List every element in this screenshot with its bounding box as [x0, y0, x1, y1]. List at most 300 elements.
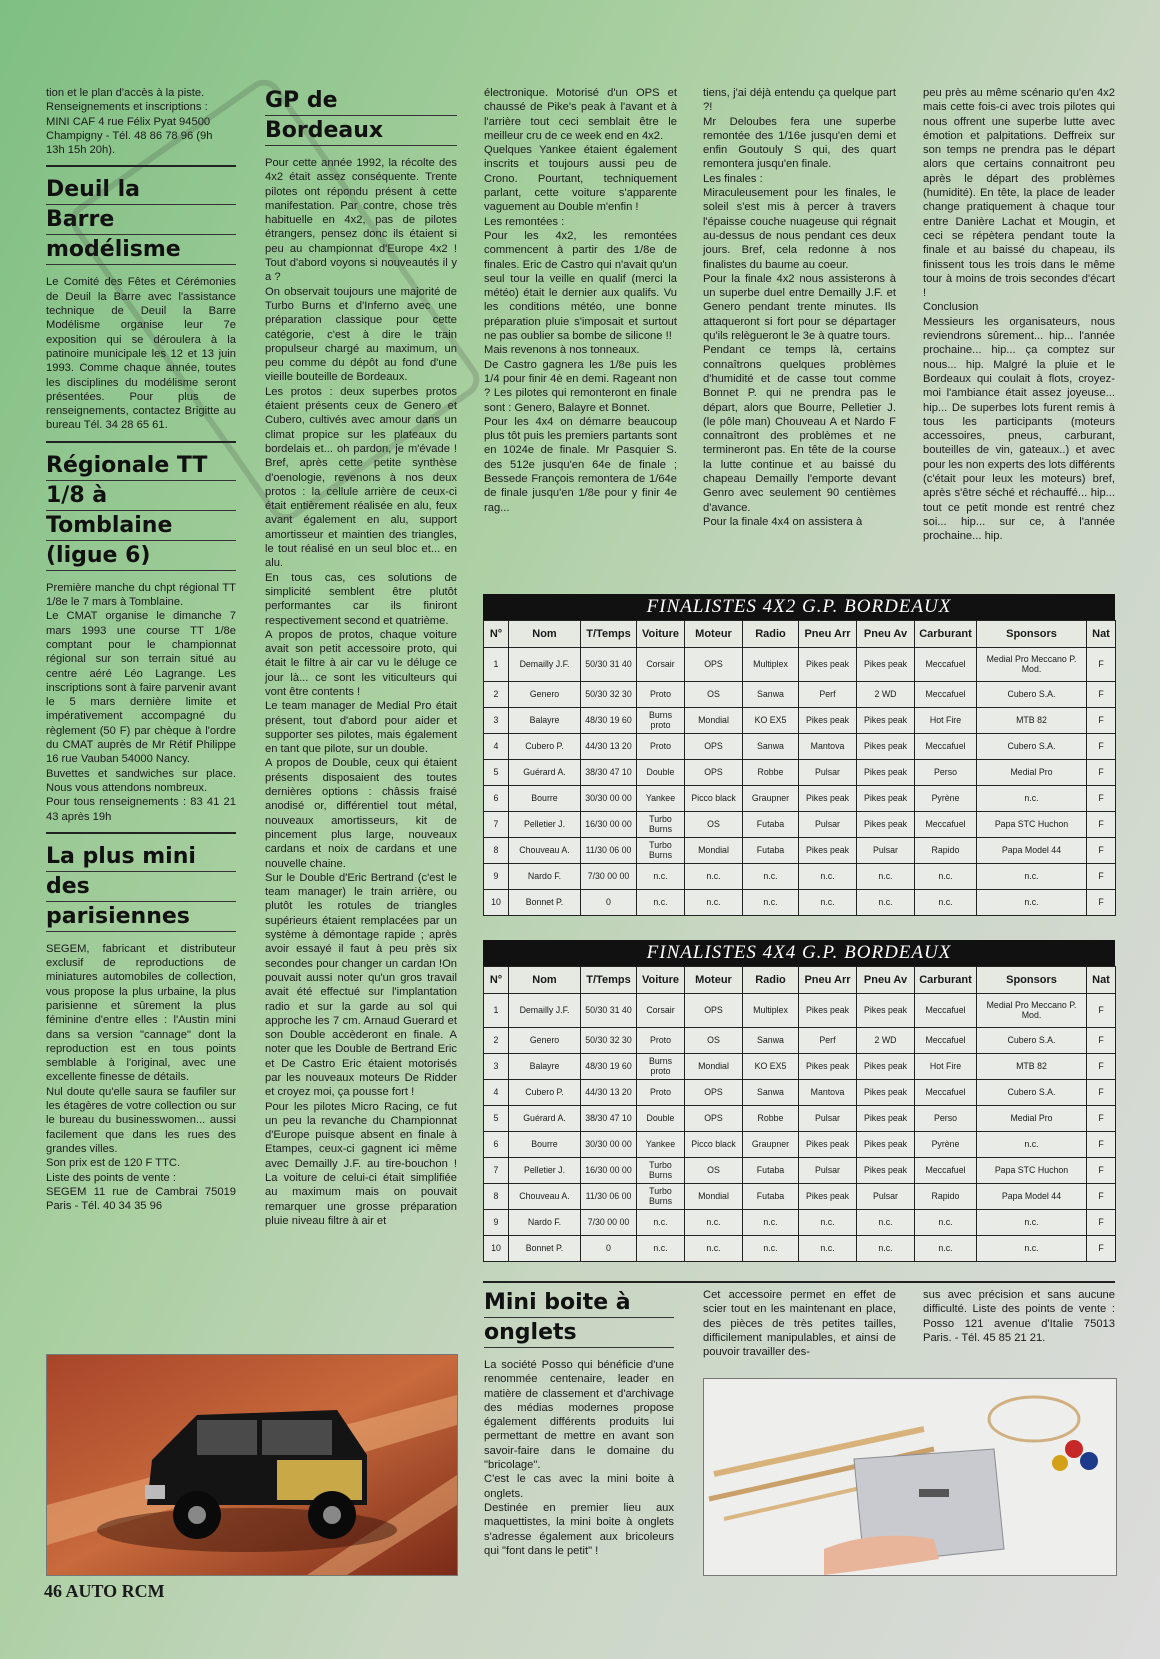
table-cell: 50/30 31 40: [581, 648, 637, 682]
table-cell: n.c.: [637, 864, 685, 890]
table-cell: Guérard A.: [509, 760, 581, 786]
section-divider: [46, 441, 236, 443]
table-cell: Pikes peak: [857, 760, 915, 786]
table-row: [484, 1158, 1116, 1184]
table-cell: F: [1087, 682, 1116, 708]
gp-body: électronique. Motorisé d'un OPS et chaussé de Pike's peak à l'avant et à l'arrière tout ceci semblait être le meilleur cru de ce week end en 4x2.: [484, 87, 677, 142]
table-cell: Sanwa: [743, 1080, 799, 1106]
table-cell: 50/30 31 40: [581, 994, 637, 1028]
column-header: T/Temps: [581, 967, 637, 994]
mini-body: SEGEM, fabricant et distributeur exclusif de reproductions de miniatures automobiles de collection, vous propose la plus urbaine, la plus parisienne et sûrement la plus féminine d'entre elles : l'Austin mini dans sa version "cannage" dont la reproduction est en tous points semblable à l'original, avec une excellente finesse de détails.: [46, 942, 236, 1084]
heading-line: modélisme: [46, 235, 236, 265]
deuil-heading: [46, 175, 236, 269]
table-cell: Pulsar: [799, 1158, 857, 1184]
table-cell: Demailly J.F.: [509, 994, 581, 1028]
table-cell: Proto: [637, 1028, 685, 1054]
table-title: FINALISTES 4X2 G.P. BORDEAUX: [483, 594, 1115, 620]
table-cell: 44/30 13 20: [581, 734, 637, 760]
table-cell: 2: [484, 682, 509, 708]
table-cell: n.c.: [857, 1236, 915, 1262]
table-cell: Robbe: [743, 1106, 799, 1132]
intro-line: 13h 15h 20h).: [46, 144, 116, 157]
table-cell: F: [1087, 1080, 1116, 1106]
table-cell: Cubero S.A.: [977, 1080, 1087, 1106]
table-cell: 7/30 00 00: [581, 1210, 637, 1236]
table-cell: 16/30 00 00: [581, 1158, 637, 1184]
table-cell: Guérard A.: [509, 1106, 581, 1132]
table-cell: 16/30 00 00: [581, 812, 637, 838]
table-cell: 2: [484, 1028, 509, 1054]
gp-heading: [265, 86, 457, 150]
table-cell: Meccafuel: [915, 648, 977, 682]
boite-left-column: [484, 1284, 674, 1558]
table-cell: Papa Model 44: [977, 1184, 1087, 1210]
table-cell: Graupner: [743, 786, 799, 812]
table-cell: Double: [637, 760, 685, 786]
table-cell: Multiplex: [743, 994, 799, 1028]
table-cell: Bonnet P.: [509, 890, 581, 916]
table-cell: 1: [484, 994, 509, 1028]
table-cell: Picco black: [685, 786, 743, 812]
table-cell: Bonnet P.: [509, 1236, 581, 1262]
table-cell: Mondial: [685, 1184, 743, 1210]
table-cell: Pikes peak: [799, 1184, 857, 1210]
table-cell: F: [1087, 864, 1116, 890]
column-header: Voiture: [637, 967, 685, 994]
table-cell: Rapido: [915, 838, 977, 864]
table-cell: n.c.: [857, 890, 915, 916]
table-cell: Proto: [637, 734, 685, 760]
mini-body: Nul doute qu'elle saura se faufiler sur les étagères de votre collection ou sur le bureau du businesswomen... aussi facilement que dans les rues des grandes villes.: [46, 1085, 236, 1155]
gp-body: A propos de Double, ceux qui étaient présents disposaient des toutes dernières options : châssis fraisé anodisé or, différentiel tout métal, nouveaux amortisseurs, kit de pincement plus large, nouveaux cardans et noix de cardans et une nouvelle chaine.: [265, 757, 457, 870]
table-cell: Pelletier J.: [509, 1158, 581, 1184]
table-cell: Pikes peak: [857, 1158, 915, 1184]
gp-body: Pour les 4x4 on démarre beaucoup plus tôt puis les premiers partants sont en 1024e de finale. Mr Pasquier S. des 512e jusqu'en 64e de finale ; Bessede François remontera de 1/64e de finale jusqu'en 1/8e pour y finir 4e rag...: [484, 415, 677, 514]
table-cell: F: [1087, 1158, 1116, 1184]
column-header: Nat: [1087, 967, 1116, 994]
table-cell: Sanwa: [743, 734, 799, 760]
table-cell: Cubero S.A.: [977, 734, 1087, 760]
table-cell: n.c.: [637, 1210, 685, 1236]
table-cell: n.c.: [915, 890, 977, 916]
column-1: [46, 86, 236, 1213]
table-cell: Hot Fire: [915, 708, 977, 734]
table-cell: Proto: [637, 1080, 685, 1106]
heading-line: Mini boite à: [484, 1288, 674, 1318]
table-cell: Mantova: [799, 734, 857, 760]
column-header: N°: [484, 621, 509, 648]
table-cell: Meccafuel: [915, 682, 977, 708]
column-header: Pneu Av: [857, 621, 915, 648]
table-cell: F: [1087, 890, 1116, 916]
table-row: [484, 1184, 1116, 1210]
boite-mid-column: [703, 1288, 896, 1359]
column-header: Pneu Arr: [799, 967, 857, 994]
table-cell: 50/30 32 30: [581, 682, 637, 708]
table-cell: n.c.: [977, 1132, 1087, 1158]
table-row: [484, 648, 1116, 682]
table-cell: Burns proto: [637, 708, 685, 734]
heading-line: onglets: [484, 1318, 674, 1348]
intro-line: Renseignements et inscriptions :: [46, 101, 208, 114]
table-row: [484, 1236, 1116, 1262]
gp-body: Messieurs les organisateurs, nous reviendrons sûrement... hip... l'année prochaine... hip... ça comptez sur nous... hip. Malgré la pluie et le Bordeaux qui coulait à flots, croyez-moi l'ambiance était assez joyeuse... hip... De superbes lots furent remis à tous les participants (moteurs accessoires, pneus, carburant, bouteilles de vin, gateaux..) et avec pour les non experts des lots différents (c'était pour leux les moteurs) bref, après s'être séché et réchauffé... hip... tout ce petit monde est rentré chez soi... hip... sur ce, à l'année prochaine... hip.: [923, 315, 1115, 543]
table-cell: 38/30 47 10: [581, 760, 637, 786]
table-cell: Yankee: [637, 786, 685, 812]
table-cell: 2 WD: [857, 1028, 915, 1054]
table-cell: Futaba: [743, 1184, 799, 1210]
column-header: Pneu Arr: [799, 621, 857, 648]
column-header: Nom: [509, 967, 581, 994]
gp-body: Mais revenons à nos tonneaux.: [484, 344, 640, 357]
table-cell: Medial Pro: [977, 1106, 1087, 1132]
intro-line: MINI CAF 4 rue Félix Pyat 94500: [46, 115, 211, 128]
table-cell: n.c.: [915, 864, 977, 890]
table-cell: Papa Model 44: [977, 838, 1087, 864]
table-cell: n.c.: [799, 890, 857, 916]
regionale-body: Le CMAT organise le dimanche 7 mars 1993 une course TT 1/8e comptant pour le championnat régional sur son terrain situé au centre aéré Léo Lagrange. Les inscriptions sont à faire parvenir avant le 5 mars dernière limite et impérativement accompagné du règlement (50 F) par chèque à l'ordre du CMAT auprès de Mr Rétif Philippe 16 rue Vauban 54000 Nancy.: [46, 610, 236, 766]
gp-body: Les remontées :: [484, 215, 565, 228]
table-cell: Pyrène: [915, 1132, 977, 1158]
table-cell: 4: [484, 734, 509, 760]
heading-line: des: [46, 872, 236, 902]
table-cell: n.c.: [799, 1210, 857, 1236]
table-row: [484, 890, 1116, 916]
table-row: [484, 864, 1116, 890]
gp-body: Le team manager de Medial Pro était présent, tout d'abord pour aider et supporter ses pilotes, mais également en tant que pilote, sur un double.: [265, 700, 457, 756]
table-cell: F: [1087, 1236, 1116, 1262]
table-cell: Pulsar: [799, 812, 857, 838]
table-row: [484, 1132, 1116, 1158]
table-cell: n.c.: [685, 864, 743, 890]
intro-line: tion et le plan d'accès à la piste.: [46, 87, 205, 99]
gp-body: Pour cette année 1992, la récolte des 4x2 était assez conséquente. Trente pilotes ont répondu présent à cette manifestation. Par contre, chose très habituelle en 4x2, pas de pilotes étrangers, pensez donc ils étaient si peu au championnat d'Europe 4x2 ! Tout d'abord voyons si nouveautés il y a ?: [265, 157, 457, 284]
table-cell: Pelletier J.: [509, 812, 581, 838]
heading-line: Tomblaine: [46, 511, 236, 541]
table-cell: 9: [484, 1210, 509, 1236]
heading-line: parisiennes: [46, 902, 236, 932]
table-title: FINALISTES 4X4 G.P. BORDEAUX: [483, 940, 1115, 966]
table-row: [484, 1054, 1116, 1080]
table-cell: OS: [685, 812, 743, 838]
table-cell: Pulsar: [799, 760, 857, 786]
boite-body: La société Posso qui bénéficie d'une renommée centenaire, leader en matière de classement et d'archivage des médias modernes propose également différents produits lui permettant de mettre en avant son savoir-faire dans le domaine du "bricolage".: [484, 1359, 674, 1472]
table-cell: 6: [484, 786, 509, 812]
heading-line: La plus mini: [46, 842, 236, 872]
table-cell: Pikes peak: [857, 708, 915, 734]
table-cell: Pikes peak: [857, 1080, 915, 1106]
table-cell: 7/30 00 00: [581, 864, 637, 890]
boite-body: Destinée en premier lieu aux maquettistes, la mini boite à onglets s'adresse également aux bricoleurs qui "font dans le petit" !: [484, 1501, 674, 1557]
heading-line: Régionale TT: [46, 451, 236, 481]
table-cell: OPS: [685, 648, 743, 682]
table-cell: n.c.: [857, 864, 915, 890]
table-row: [484, 1080, 1116, 1106]
table-cell: OPS: [685, 1106, 743, 1132]
table-cell: Perso: [915, 760, 977, 786]
table-cell: Pikes peak: [799, 786, 857, 812]
table-cell: n.c.: [799, 1236, 857, 1262]
table-cell: Chouveau A.: [509, 838, 581, 864]
heading-line: Barre: [46, 205, 236, 235]
table-cell: n.c.: [685, 1210, 743, 1236]
heading-line: 1/8 à: [46, 481, 236, 511]
table-cell: MTB 82: [977, 708, 1087, 734]
table-cell: Pikes peak: [799, 648, 857, 682]
table-cell: Mondial: [685, 708, 743, 734]
heading-line: Bordeaux: [265, 116, 457, 146]
intro-line: Champigny - Tél. 48 86 78 96 (9h: [46, 129, 213, 142]
column-header: Radio: [743, 967, 799, 994]
table-cell: Bourre: [509, 1132, 581, 1158]
gp-body: Miraculeusement pour les finales, le soleil s'est mis à percer à travers l'épaisse couche nuageuse qui régnait au-dessus de nous pendant ces deux jours. Bref, cela redonne à nos finalistes du baume au coeur.: [703, 187, 896, 271]
table-cell: Cubero S.A.: [977, 1028, 1087, 1054]
table-cell: Pikes peak: [857, 1132, 915, 1158]
table-cell: Medial Pro Meccano P. Mod.: [977, 648, 1087, 682]
table-cell: n.c.: [799, 864, 857, 890]
table-cell: n.c.: [977, 864, 1087, 890]
results-table-4x4: [483, 940, 1115, 1262]
table-cell: Meccafuel: [915, 1028, 977, 1054]
table-cell: 8: [484, 838, 509, 864]
table-cell: 30/30 00 00: [581, 1132, 637, 1158]
table-cell: OS: [685, 682, 743, 708]
gp-body: Pour la finale 4x4 on assistera à: [703, 515, 863, 528]
table-cell: Turbo Burns: [637, 812, 685, 838]
table-cell: Mondial: [685, 838, 743, 864]
section-divider: [483, 1281, 1115, 1283]
table-cell: Rapido: [915, 1184, 977, 1210]
table-cell: KO EX5: [743, 708, 799, 734]
mini-body: Son prix est de 120 F TTC.: [46, 1157, 181, 1170]
table-cell: Corsair: [637, 994, 685, 1028]
heading-line: GP de: [265, 86, 457, 116]
table-cell: 48/30 19 60: [581, 1054, 637, 1080]
intro-block: [46, 86, 236, 157]
mini-heading: [46, 842, 236, 936]
table-cell: 5: [484, 1106, 509, 1132]
table-cell: Double: [637, 1106, 685, 1132]
table-cell: n.c.: [857, 1210, 915, 1236]
gp-body: Conclusion: [923, 301, 979, 314]
table-cell: Genero: [509, 1028, 581, 1054]
gp-body: Les finales :: [703, 172, 763, 185]
table-cell: 30/30 00 00: [581, 786, 637, 812]
table-cell: n.c.: [743, 1236, 799, 1262]
table-cell: 4: [484, 1080, 509, 1106]
table-cell: F: [1087, 1210, 1116, 1236]
heading-line: (ligue 6): [46, 541, 236, 571]
table-cell: F: [1087, 648, 1116, 682]
table-cell: F: [1087, 1132, 1116, 1158]
table-row: [484, 1028, 1116, 1054]
table-cell: Papa STC Huchon: [977, 812, 1087, 838]
boite-heading: [484, 1288, 674, 1352]
table-cell: Perf: [799, 682, 857, 708]
table-cell: n.c.: [743, 890, 799, 916]
table-cell: n.c.: [743, 864, 799, 890]
table-cell: n.c.: [915, 1236, 977, 1262]
column-header: Carburant: [915, 621, 977, 648]
table-row: [484, 812, 1116, 838]
column-header: N°: [484, 967, 509, 994]
table-cell: OPS: [685, 734, 743, 760]
table-cell: n.c.: [977, 890, 1087, 916]
table-cell: Pulsar: [799, 1106, 857, 1132]
table-cell: Graupner: [743, 1132, 799, 1158]
table-cell: 2 WD: [857, 682, 915, 708]
gp-body: Sur le Double d'Eric Bertrand (c'est le team manager) le train arrière, ou plutôt les rotules de triangles supérieurs étaient remplacées par un système à démontage rapide ; après avoir essayé il faut à peu près six secondes pour changer un cardan !On pouvait aussi noter qu'un gros travail avait été effectué sur l'implantation radio et sur la garde au sol qui approche les 7 cm. Arnaud Guerard et son Double accèderont en finale. A noter que les Double de Bertrand Eric et De Castro Eric étaient motorisés par les nouveaux moteurs De Ridder et croyez moi, ça pousse fort !: [265, 871, 457, 1099]
table-cell: Cubero P.: [509, 1080, 581, 1106]
column-header: Sponsors: [977, 967, 1087, 994]
column-header: Carburant: [915, 967, 977, 994]
table-cell: Turbo Burns: [637, 838, 685, 864]
table-cell: 0: [581, 890, 637, 916]
table-cell: Medial Pro: [977, 760, 1087, 786]
deuil-body: Le Comité des Fêtes et Cérémonies de Deuil la Barre avec l'assistance technique de Deuil la Barre Modélisme organise leur 7e exposition qui se déroulera à la patinoire municipale les 12 et 13 juin 1993. Comme chaque année, toutes les disciplines du modélisme seront présentées. Pour plus de renseignements, contactez Brigitte au bureau Tél. 34 28 65 61.: [46, 276, 236, 432]
table-cell: Pikes peak: [799, 1132, 857, 1158]
boite-right-column: [923, 1288, 1115, 1345]
table-cell: Pikes peak: [857, 994, 915, 1028]
column-header: Voiture: [637, 621, 685, 648]
table-cell: 50/30 32 30: [581, 1028, 637, 1054]
gp-body: Pour la finale 4x2 nous assisterons à un superbe duel entre Demailly J.F. et Genero pendant trente minutes. Ils attaqueront si fort pour se départager qu'ils relègueront le 3e à quatre tours.: [703, 272, 896, 343]
table-cell: F: [1087, 994, 1116, 1028]
regionale-body: Première manche du chpt régional TT 1/8e le 7 mars à Tomblaine.: [46, 581, 236, 609]
table-cell: Turbo Burns: [637, 1158, 685, 1184]
table-cell: Pikes peak: [799, 708, 857, 734]
table-cell: Pikes peak: [857, 734, 915, 760]
table-cell: F: [1087, 734, 1116, 760]
table-cell: Hot Fire: [915, 1054, 977, 1080]
table-cell: Mondial: [685, 1054, 743, 1080]
table-row: [484, 734, 1116, 760]
mini-body: Liste des points de vente :: [46, 1171, 176, 1184]
column-header: Sponsors: [977, 621, 1087, 648]
table-cell: F: [1087, 1054, 1116, 1080]
column-4: [703, 86, 896, 529]
gp-body: Pendant ce temps là, certains connaîtrons quelques problèmes d'humidité et de casse tout comme Bonnet P. qui ne prendra pas le départ, alors que Bourre, Pelletier J. (le pôle man) Chouveau A et Nardo F connaîtront des problèmes et ne termineront pas. En tête de la course la lutte continue et au baissé du chapeau Demailly l'emporte devant Genro avec seulement 90 centièmes d'avance.: [703, 344, 896, 514]
table-cell: Cubero P.: [509, 734, 581, 760]
table-cell: Pikes peak: [857, 1106, 915, 1132]
table-cell: n.c.: [977, 1210, 1087, 1236]
table-cell: KO EX5: [743, 1054, 799, 1080]
table-cell: Meccafuel: [915, 1080, 977, 1106]
table-cell: 11/30 06 00: [581, 838, 637, 864]
table-cell: Yankee: [637, 1132, 685, 1158]
table-cell: Nardo F.: [509, 1210, 581, 1236]
table-cell: OPS: [685, 1080, 743, 1106]
table-cell: Cubero S.A.: [977, 682, 1087, 708]
table-cell: Sanwa: [743, 1028, 799, 1054]
table-cell: n.c.: [977, 786, 1087, 812]
table-cell: Demailly J.F.: [509, 648, 581, 682]
table-cell: Sanwa: [743, 682, 799, 708]
mini-body: SEGEM 11 rue de Cambrai 75019 Paris - Tél. 40 34 35 96: [46, 1185, 236, 1213]
results-table-4x2: [483, 594, 1115, 916]
section-divider: [46, 165, 236, 167]
table-cell: Pikes peak: [857, 812, 915, 838]
gp-body: Les protos : deux superbes protos étaient présents ceux de Genero et Cubero, cultivés avec amour dans un climat propice sur les plateaux du bordelais et... oh pardon, je m'évade ! Bref, après cette petite synthèse d'oenologie, revenons à nos deux protos : la cellule arrière de ceux-ci était entièrement réalisée en alu, feux avant également en alu, support amortisseur et maintien des triangles, le tout réalisé en un seul bloc et... en alu.: [265, 385, 457, 570]
mitre-box-illustration: [704, 1379, 1116, 1575]
table-cell: F: [1087, 838, 1116, 864]
table-cell: 1: [484, 648, 509, 682]
section-divider: [46, 832, 236, 834]
table-cell: Pikes peak: [857, 648, 915, 682]
table-cell: 3: [484, 708, 509, 734]
table-cell: Pulsar: [857, 838, 915, 864]
table-cell: Corsair: [637, 648, 685, 682]
table-cell: Papa STC Huchon: [977, 1158, 1087, 1184]
table-cell: Futaba: [743, 1158, 799, 1184]
table-cell: Burns proto: [637, 1054, 685, 1080]
table-cell: Meccafuel: [915, 994, 977, 1028]
regionale-heading: [46, 451, 236, 575]
table-cell: 48/30 19 60: [581, 708, 637, 734]
table-cell: Pikes peak: [799, 994, 857, 1028]
table-cell: 7: [484, 812, 509, 838]
boite-body: C'est le cas avec la mini boite à onglets.: [484, 1473, 674, 1500]
gp-body: A propos de protos, chaque voiture avait son petit accessoire proto, qui était le filtre à air car vu le déluge ce jour là... ce sont les viticulteurs qui vont être contents !: [265, 628, 457, 698]
table-row: [484, 682, 1116, 708]
table-row: [484, 760, 1116, 786]
table-cell: 7: [484, 1158, 509, 1184]
table-cell: Genero: [509, 682, 581, 708]
table-cell: Futaba: [743, 838, 799, 864]
table-cell: Meccafuel: [915, 812, 977, 838]
table-cell: n.c.: [637, 1236, 685, 1262]
table-cell: Turbo Burns: [637, 1184, 685, 1210]
table-cell: Pikes peak: [799, 838, 857, 864]
table-cell: F: [1087, 1106, 1116, 1132]
column-header: T/Temps: [581, 621, 637, 648]
gp-body: Pour les pilotes Micro Racing, ce fut un peu la revanche du Championnat d'Europe puisque absent en finale à Etampes, ceux-ci gagnent ici même avec Demailly J.F. au tire-bouchon ! La voiture de celui-ci était simplifiée au maximum mais on pouvait remarquer une grosse préparation pluie niveau filtre à air et: [265, 1100, 457, 1227]
table-cell: n.c.: [977, 1236, 1087, 1262]
table-cell: Meccafuel: [915, 734, 977, 760]
column-header: Radio: [743, 621, 799, 648]
table-cell: Futaba: [743, 812, 799, 838]
column-header: Nat: [1087, 621, 1116, 648]
table-cell: Perso: [915, 1106, 977, 1132]
column-header: Nom: [509, 621, 581, 648]
table-cell: 38/30 47 10: [581, 1106, 637, 1132]
table-cell: F: [1087, 812, 1116, 838]
table-row: [484, 1210, 1116, 1236]
table-cell: Multiplex: [743, 648, 799, 682]
boite-body: sus avec précision et sans aucune difficulté. Liste des points de vente : Posso 121 avenue d'Italie 75013 Paris. - Tél. 45 85 21 21.: [923, 1289, 1115, 1344]
table-cell: n.c.: [637, 890, 685, 916]
table-cell: 9: [484, 864, 509, 890]
table-cell: Picco black: [685, 1132, 743, 1158]
gp-body: Pour les 4x2, les remontées commencent à partir des 1/8e de finales. Eric de Castro qui n'avait qu'un seul tour la veille en qualif (merci la météo) était le dernier aux qualifs. Vu les conditions météo, une bonne préparation pluie s'imposait et surtout ne pas oublier sa bombe de silicone !!: [484, 229, 677, 343]
mitre-box-photo: [703, 1378, 1117, 1576]
column-3: [484, 86, 677, 515]
car-illustration: [47, 1355, 457, 1575]
table-row: [484, 838, 1116, 864]
table-cell: Chouveau A.: [509, 1184, 581, 1210]
column-header: Moteur: [685, 967, 743, 994]
table-row: [484, 708, 1116, 734]
table-cell: 3: [484, 1054, 509, 1080]
results-grid: [483, 620, 1116, 916]
gp-body: Quelques Yankee étaient également inscrits et toujours aussi peu de Crono. Pourtant, techniquement parlant, cette voiture s'apparente vaguement au Double m'enfin !: [484, 144, 677, 214]
table-cell: 10: [484, 1236, 509, 1262]
table-cell: Robbe: [743, 760, 799, 786]
table-cell: 6: [484, 1132, 509, 1158]
table-cell: MTB 82: [977, 1054, 1087, 1080]
table-cell: F: [1087, 786, 1116, 812]
table-cell: Pulsar: [857, 1184, 915, 1210]
